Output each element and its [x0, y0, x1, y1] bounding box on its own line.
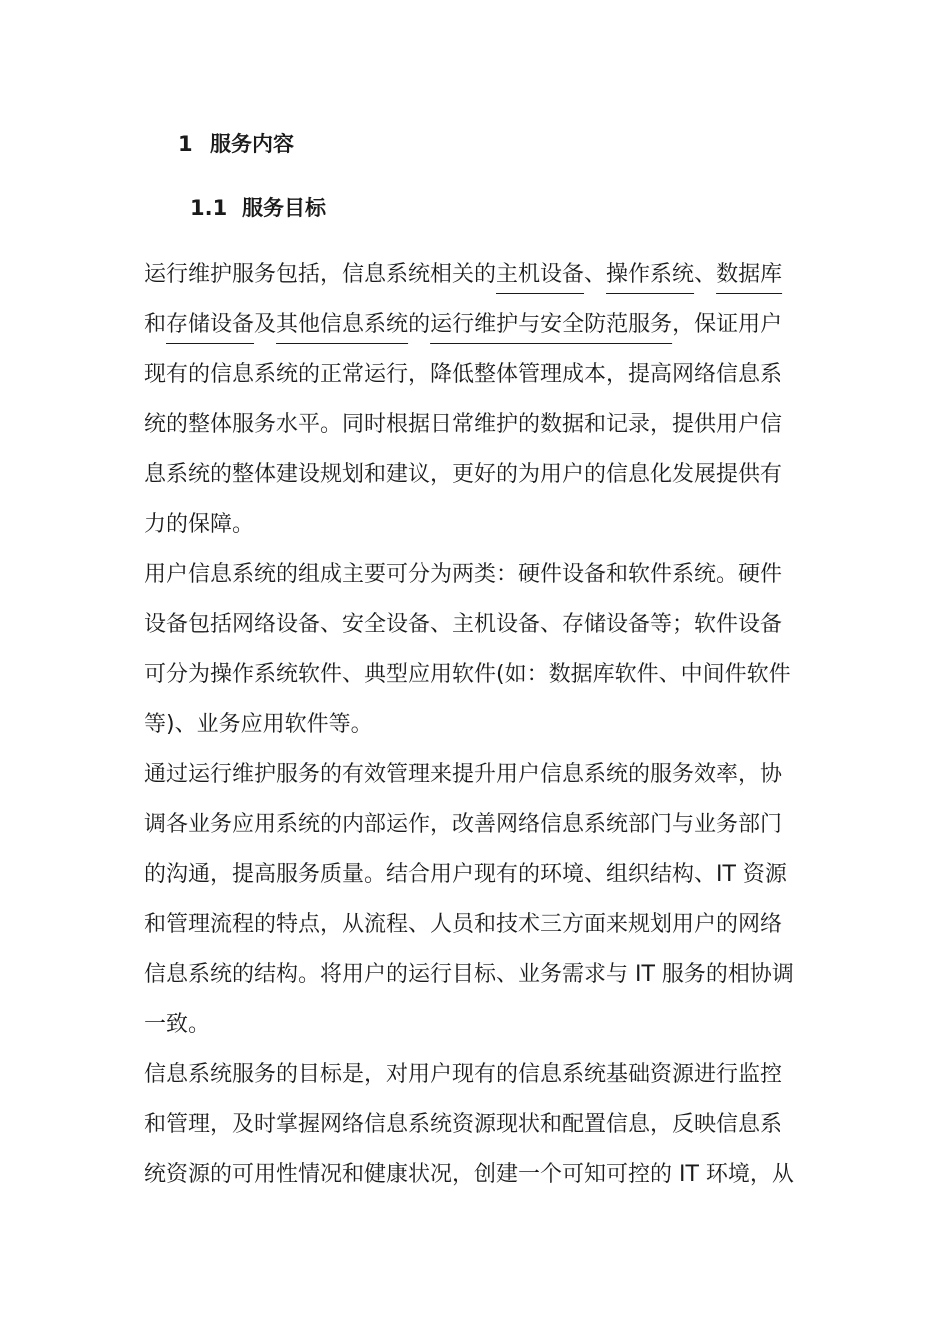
text-run: 及: [254, 312, 277, 337]
subsection-title: 服务目标: [242, 196, 326, 220]
text-run: 和: [144, 312, 167, 337]
underlined-term: 存储设备: [166, 312, 255, 337]
text-run: ，保证用户: [672, 312, 783, 337]
paragraph-system-composition: [144, 550, 809, 750]
section-heading: [178, 128, 294, 160]
text-line: 和管理流程的特点，从流程、人员和技术三方面来规划用户的网络: [144, 912, 783, 937]
underlined-term: 数据库: [716, 262, 783, 287]
body-text: [144, 250, 809, 1200]
text-line: 设备包括网络设备、安全设备、主机设备、存储设备等；软件设备: [144, 612, 783, 637]
paragraph-service-scope: [144, 250, 809, 550]
text-run: 运行维护服务包括，信息系统相关的: [144, 262, 497, 287]
text-line: 息系统的整体建设规划和建议，更好的为用户的信息化发展提供有: [144, 462, 783, 487]
text-line: 统的整体服务水平。同时根据日常维护的数据和记录，提供用户信: [144, 412, 783, 437]
text-line: 等)、业务应用软件等。: [144, 712, 373, 737]
section-title: 服务内容: [210, 132, 294, 156]
text-line: 调各业务应用系统的内部运作，改善网络信息系统部门与业务部门: [144, 812, 783, 837]
text-line: [144, 300, 809, 350]
text-line: 通过运行维护服务的有效管理来提升用户信息系统的服务效率，协: [144, 762, 783, 787]
text-line: [144, 250, 809, 300]
text-line: 用户信息系统的组成主要可分为两类：硬件设备和软件系统。硬件: [144, 562, 783, 587]
text-line: 和管理，及时掌握网络信息系统资源现状和配置信息，反映信息系: [144, 1112, 783, 1137]
underlined-term: 运行维护与安全防范服务: [430, 312, 673, 337]
paragraph-service-goal: [144, 1050, 809, 1200]
underlined-term: 操作系统: [606, 262, 695, 287]
section-number: 1: [178, 132, 193, 156]
underlined-term: 主机设备: [496, 262, 585, 287]
text-run: 的: [408, 312, 431, 337]
underlined-term: 其他信息系统: [276, 312, 409, 337]
text-run: 、: [584, 262, 607, 287]
subsection-number: 1.1: [190, 196, 228, 220]
text-line: 信息系统的结构。将用户的运行目标、业务需求与 IT 服务的相协调: [144, 962, 794, 987]
text-line: 现有的信息系统的正常运行，降低整体管理成本，提高网络信息系: [144, 362, 783, 387]
subsection-heading: [190, 192, 326, 224]
text-line: 的沟通，提高服务质量。结合用户现有的环境、组织结构、IT 资源: [144, 862, 787, 887]
paragraph-service-efficiency: [144, 750, 809, 1050]
text-line: 可分为操作系统软件、典型应用软件(如：数据库软件、中间件软件: [144, 662, 791, 687]
text-run: 、: [694, 262, 717, 287]
text-line: 力的保障。: [144, 512, 255, 537]
text-line: 信息系统服务的目标是，对用户现有的信息系统基础资源进行监控: [144, 1062, 783, 1087]
text-line: 一致。: [144, 1012, 211, 1037]
text-line: 统资源的可用性情况和健康状况，创建一个可知可控的 IT 环境，从: [144, 1162, 794, 1187]
